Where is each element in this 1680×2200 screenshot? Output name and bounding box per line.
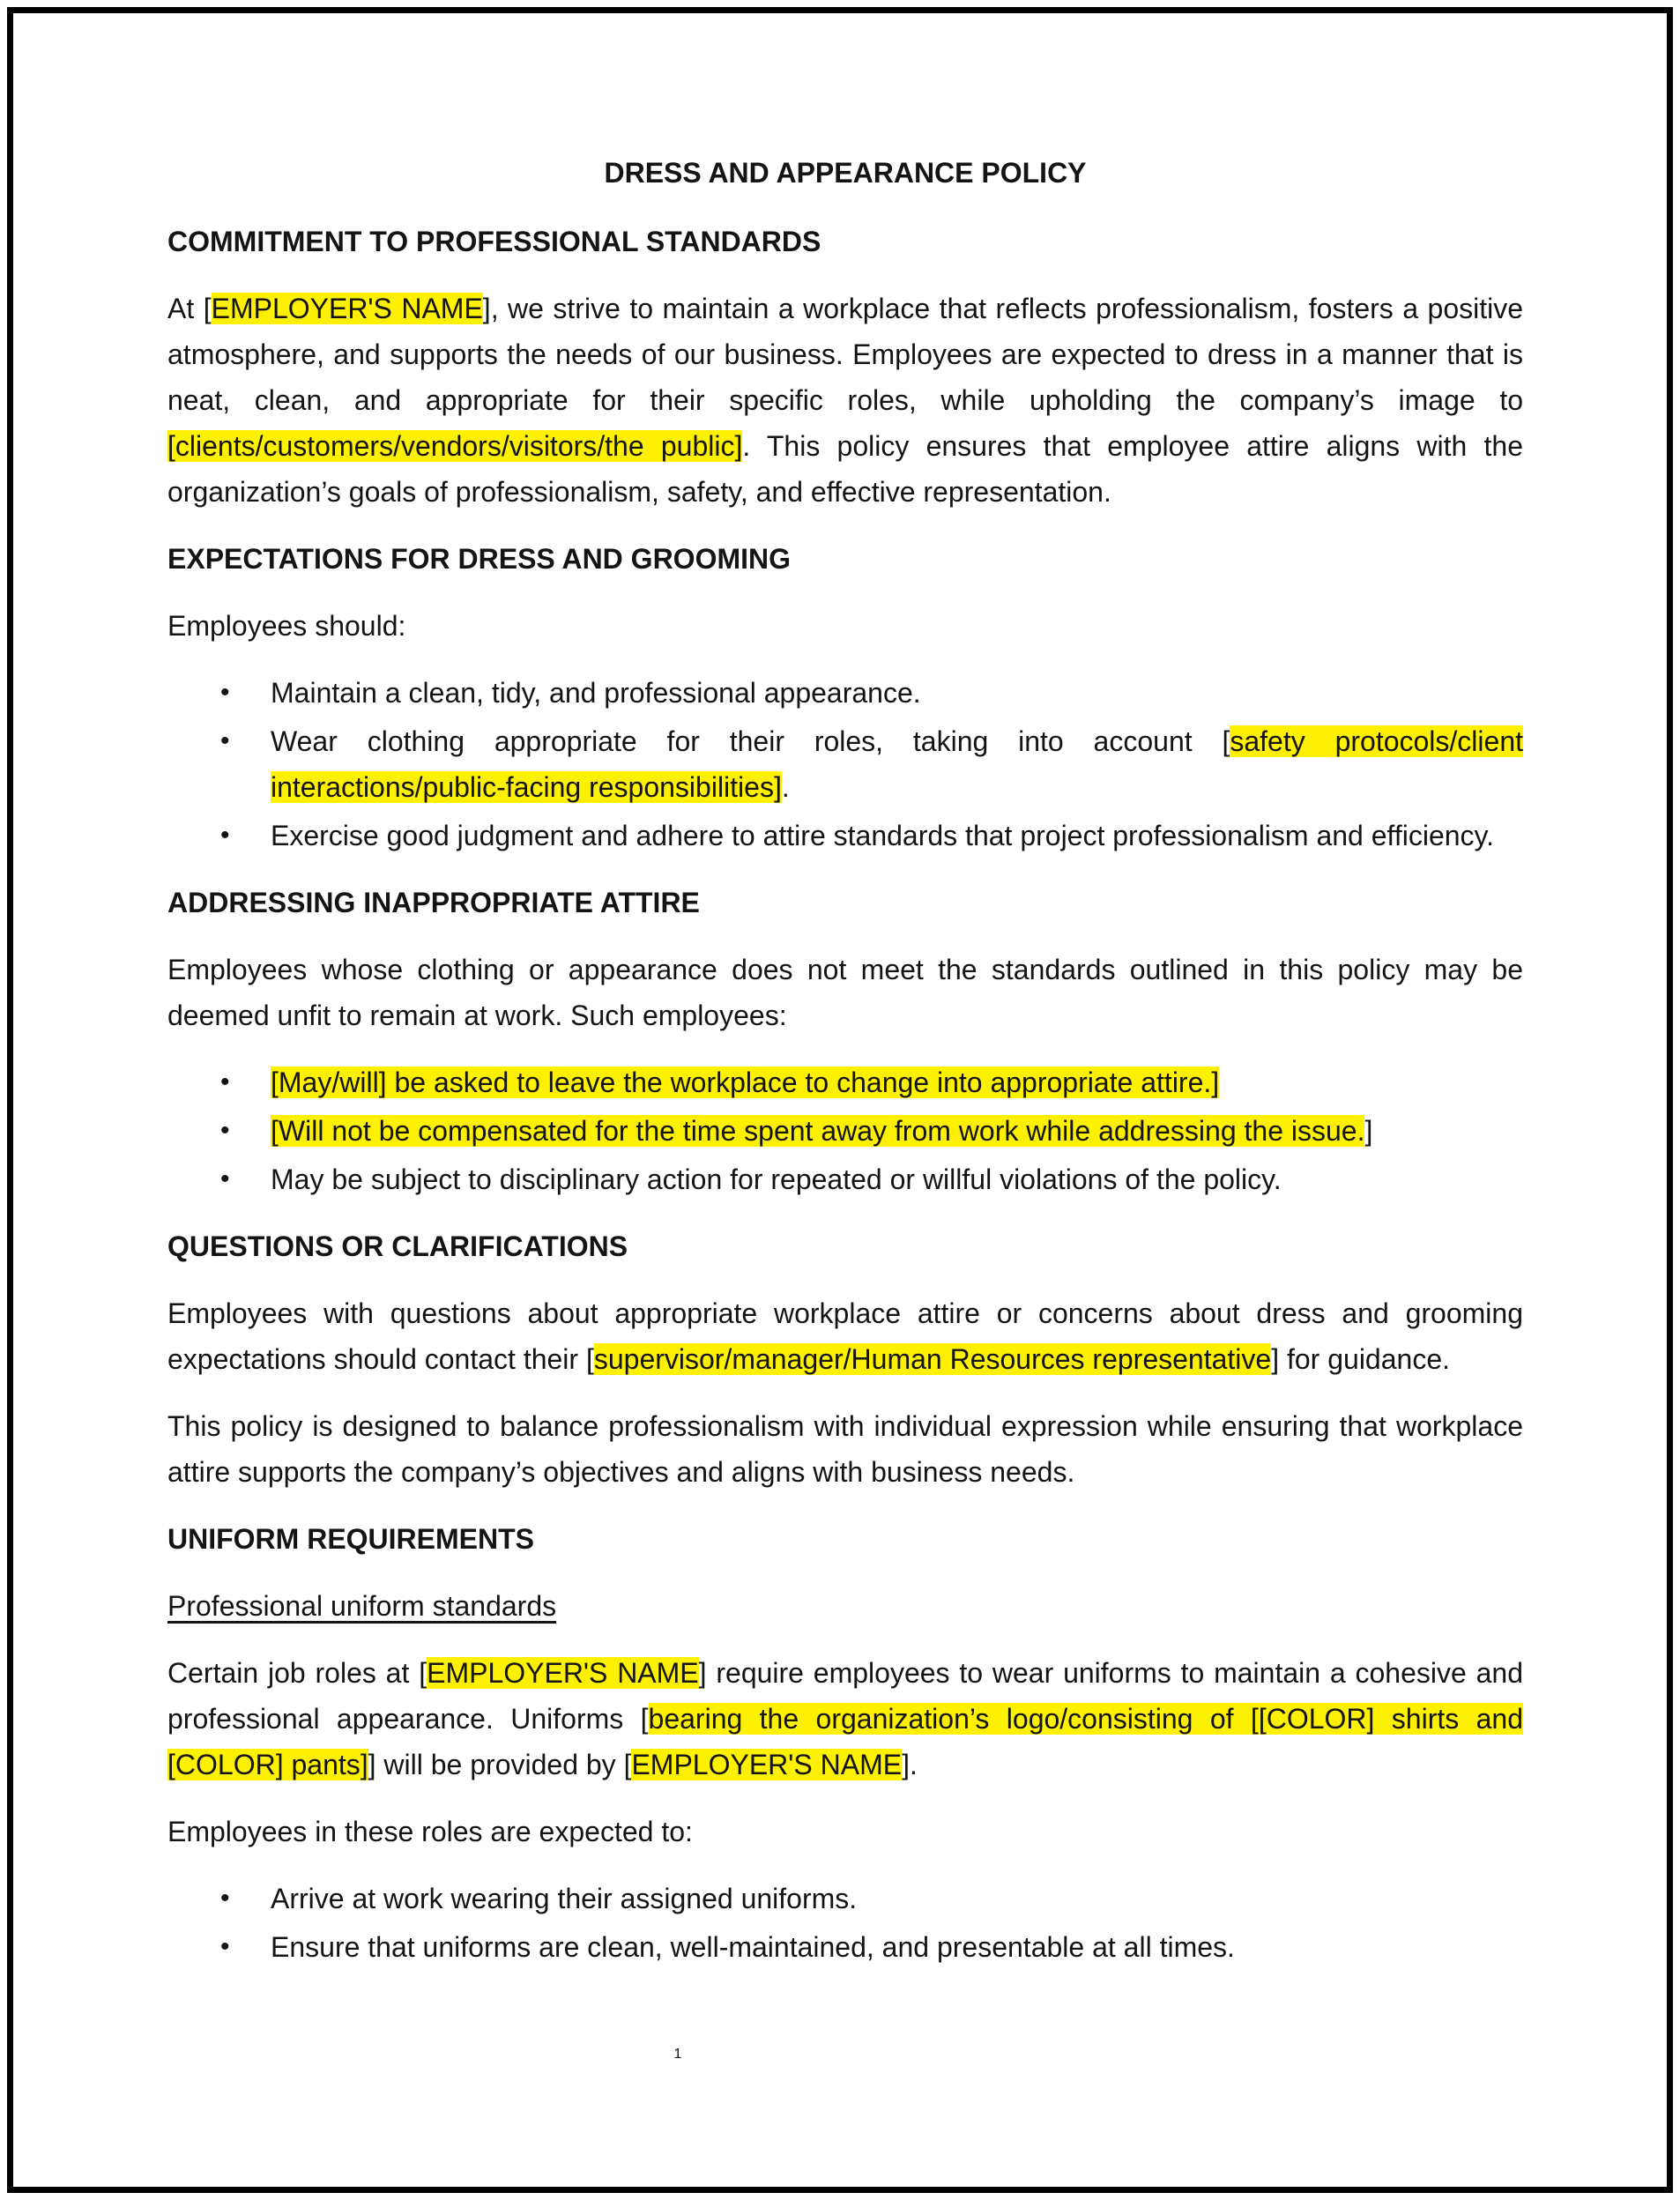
bullet-icon: • — [220, 726, 230, 755]
text-run: ] — [1364, 1115, 1373, 1147]
text-run: UNIFORM REQUIREMENTS — [167, 1523, 534, 1555]
text-run: QUESTIONS OR CLARIFICATIONS — [167, 1230, 628, 1262]
bullet-icon: • — [220, 1884, 230, 1913]
list-item-text — [271, 813, 1523, 858]
text-run: ] will be provided by [ — [368, 1749, 632, 1780]
paragraph — [167, 1290, 1523, 1382]
list-item-text — [271, 1156, 1523, 1202]
text-run: . This policy ensures that employee attire aligns with the organization’s goals of professionalism, safety, and effective representation. — [167, 430, 1524, 508]
text-run: Employees should: — [167, 610, 406, 642]
section-heading — [167, 219, 1523, 264]
paragraph — [167, 603, 1523, 649]
bullet-icon: • — [220, 821, 230, 850]
list-item — [167, 1156, 1523, 1202]
text-run: Professional uniform standards — [167, 1590, 557, 1622]
text-run: Exercise good judgment and adhere to attire standards that project professionalism and efficiency. — [271, 820, 1495, 851]
text-run: COMMITMENT TO PROFESSIONAL STANDARDS — [167, 226, 821, 257]
highlighted-text: EMPLOYER'S NAME — [211, 293, 483, 324]
list-item-text — [271, 1876, 1523, 1921]
text-run: Employees with questions about appropriate workplace attire or concerns about dress and grooming expectations should contact their [ — [167, 1297, 1523, 1375]
list-item — [167, 1924, 1523, 1970]
text-run: Employees whose clothing or appearance does not meet the standards outlined in this policy may be deemed unfit to remain at work. Such employees: — [167, 954, 1523, 1031]
paragraph — [167, 947, 1523, 1038]
text-run: Employees in these roles are expected to: — [167, 1816, 693, 1847]
bullet-icon: • — [220, 1932, 230, 1961]
text-run: Arrive at work wearing their assigned uniforms. — [271, 1883, 858, 1914]
paragraph — [167, 286, 1523, 515]
text-run: This policy is designed to balance professionalism with individual expression while ensuring that workplace attire supports the company’s objectives and aligns with business needs. — [167, 1410, 1523, 1488]
list-item — [167, 813, 1523, 858]
text-run: ] require employees to wear uniforms to maintain a cohesive and professional appearance. Uniforms [ — [167, 1657, 1524, 1735]
text-run: EXPECTATIONS FOR DRESS AND GROOMING — [167, 543, 791, 575]
section-heading — [167, 1223, 1523, 1269]
list-item-text — [271, 718, 1523, 810]
document-content — [167, 150, 1523, 1991]
text-run: Wear clothing appropriate for their roles, taking into account [ — [271, 725, 1230, 757]
highlighted-text: [Will not be compensated for the time spent away from work while addressing the issue. — [271, 1115, 1365, 1147]
highlighted-text: EMPLOYER'S NAME — [631, 1749, 903, 1780]
subsection-heading-underlined — [167, 1583, 1523, 1629]
highlighted-text: [clients/customers/vendors/visitors/the public] — [167, 430, 743, 462]
bullet-list — [167, 1876, 1523, 1970]
text-run: May be subject to disciplinary action for repeated or willful violations of the policy. — [271, 1163, 1282, 1195]
paragraph — [167, 1403, 1523, 1495]
bullet-icon: • — [220, 1067, 230, 1096]
bullet-icon: • — [220, 678, 230, 707]
text-run: ] for guidance. — [1271, 1343, 1450, 1375]
list-item — [167, 718, 1523, 810]
text-run: At [ — [167, 293, 212, 324]
paragraph — [167, 1809, 1523, 1854]
highlighted-text: supervisor/manager/Human Resources representative — [593, 1343, 1272, 1375]
list-item-text — [271, 1059, 1523, 1105]
section-heading — [167, 1516, 1523, 1562]
highlighted-text: safety protocols/client interactions/public-facing responsibilities] — [271, 725, 1524, 803]
text-run: ADDRESSING INAPPROPRIATE ATTIRE — [167, 887, 700, 918]
text-run: Maintain a clean, tidy, and professional appearance. — [271, 677, 921, 709]
list-item — [167, 670, 1523, 716]
bullet-icon: • — [220, 1116, 230, 1145]
bullet-icon: • — [220, 1164, 230, 1193]
list-item — [167, 1876, 1523, 1921]
highlighted-text: [May/will] be asked to leave the workplace to change into appropriate attire.] — [271, 1067, 1220, 1098]
list-item-text — [271, 1108, 1523, 1154]
text-run: Ensure that uniforms are clean, well-maintained, and presentable at all times. — [271, 1931, 1235, 1963]
text-run: DRESS AND APPEARANCE POLICY — [604, 157, 1087, 189]
list-item — [167, 1108, 1523, 1154]
section-heading — [167, 536, 1523, 582]
paragraph — [167, 1650, 1523, 1788]
list-item-text — [271, 670, 1523, 716]
text-run: ]. — [902, 1749, 918, 1780]
highlighted-text: bearing the organization’s logo/consisting of [[COLOR] shirts and [COLOR] pants] — [167, 1703, 1524, 1780]
text-run: Certain job roles at [ — [167, 1657, 427, 1689]
highlighted-text: EMPLOYER'S NAME — [427, 1657, 699, 1689]
list-item-text — [271, 1924, 1523, 1970]
page-number: 1 — [673, 2047, 682, 2062]
text-run: . — [781, 771, 790, 803]
bullet-list — [167, 670, 1523, 858]
section-heading — [167, 880, 1523, 925]
bullet-list — [167, 1059, 1523, 1202]
document-title — [167, 150, 1523, 196]
text-run: ], we strive to maintain a workplace that reflects professionalism, fosters a positive atmosphere, and supports the needs of our business. Employees are expected to dress in a manner that is neat, clean, and appropriate for their specific roles, while upholding the company’s image to — [167, 293, 1524, 416]
list-item — [167, 1059, 1523, 1105]
